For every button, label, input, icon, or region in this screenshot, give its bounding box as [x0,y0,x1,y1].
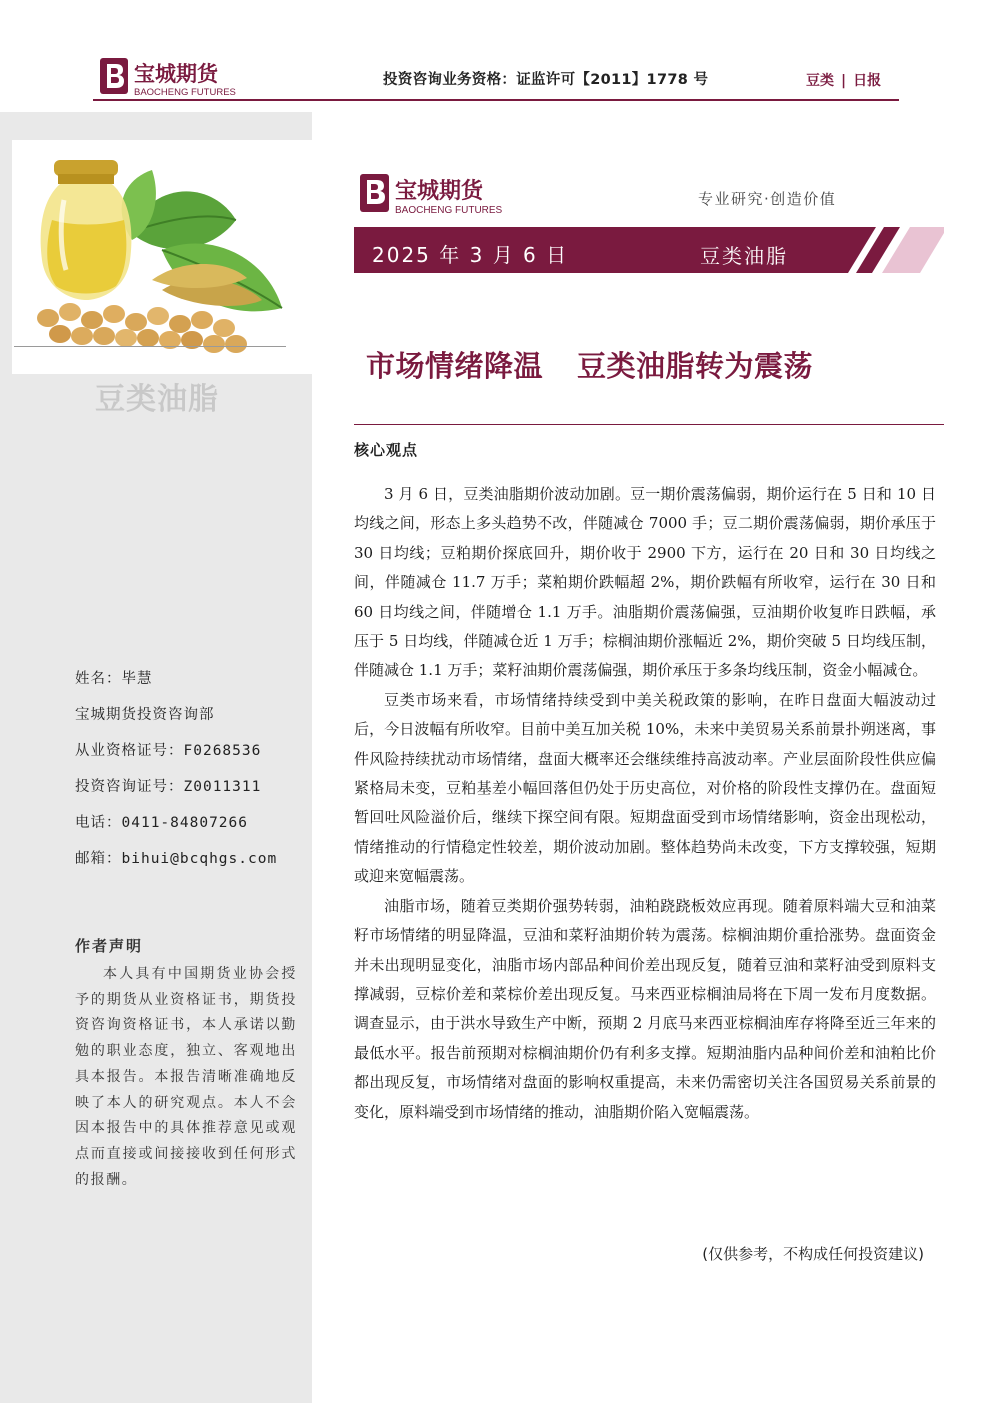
report-title [366,344,813,385]
svg-text:宝城期货: 宝城期货 [134,61,218,86]
core-view-heading: 核心观点 [354,441,419,459]
oil-jar-icon [41,160,132,300]
brand-mark-icon [100,58,128,94]
analyst-name: 姓名：毕慧 [75,671,153,687]
title-divider [354,424,944,425]
declaration-text: 本人具有中国期货业协会授予的期货从业资格证书，期货投资咨询资格证书，本人承诺以勤勉的职业态度，独立、客观地出具本报告。本报告清晰准确地反映了本人的研究观点。本人不会因本报告中的具体推荐意见或观点而直接或间接接收到任何形式的报酬。 [75,966,297,1188]
analyst-email: 邮箱：bihui@bcqhgs.com [75,851,278,867]
report-type-label: 日报 [853,73,882,89]
paragraph-market-summary: 3 月 6 日，豆类油脂期价波动加剧。豆一期价震荡偏弱，期价运行在 5 日和 10 日均线之间，形态上多头趋势不改，伴随减仓 7000 手；豆二期价震荡偏弱，期价承压于 30 日均线；豆粕期价探底回升，期价收于 2900 下方，运行在 20 日和 30 日均线之间，伴随减仓 11.7 万手；菜粕期价跌幅超 2%，期价跌幅有所收窄，运行在 30 日和 60 日均线之间，伴随增仓 1.1 万手。油脂期价震荡偏强，豆油期价收复昨日跌幅，承压于 5 日均线，伴随减仓近 1 万手；棕榈油期价涨幅近 2%，期价突破 5 日均线压制，伴随减仓 1.1 万手；菜籽油期价震荡偏强，期价承压于多条均线压制，资金小幅减仓。 [354,485,936,680]
practice-license-number: 从业资格证号：F0268536 [75,743,262,759]
sidebar-title: 豆类油脂 [95,382,219,417]
header-logo [98,55,258,99]
report-category: 豆类油脂 [700,244,788,268]
consulting-license-number: 投资咨询证号：Z0011311 [75,779,262,795]
analyst-phone: 电话：0411-84807266 [75,815,248,831]
report-logo [358,171,523,217]
paragraph-oil-market: 油脂市场，随着豆类期价强势转弱，油粕跷跷板效应再现。随着原料端大豆和油菜籽市场情绪的明显降温，豆油和菜籽油期价转为震荡。棕榈油期价重拾涨势。盘面资金并未出现明显变化，油脂市场内部品种间价差出现反复，随着豆油和菜籽油受到原料支撑减弱，豆棕价差和菜棕价差出现反复。马来西亚棕榈油局将在下周一发布月度数据。调查显示，由于洪水导致生产中断，预期 2 月底马来西亚棕榈油库存将降至近三年来的最低水平。报告前预期对棕榈油期价仍有利多支撑。短期油脂内品种间价差和油粕比价都出现反复，市场情绪对盘面的影响权重提高，未来仍需密切关注各国贸易关系前景的变化，原料端受到市场情绪的推动，油脂期价陷入宽幅震荡。 [354,896,936,1121]
brand-mark-icon [360,174,389,212]
report-date: 2025 年 3 月 6 日 [372,243,569,267]
soybean-oil-illustration [12,140,312,374]
report-body [354,480,936,1127]
report-title-part1: 市场情绪降温 [366,349,544,383]
analyst-department: 宝城期货投资咨询部 [75,707,215,723]
svg-text:BAOCHENG FUTURES: BAOCHENG FUTURES [134,87,236,98]
svg-text:宝城期货: 宝城期货 [395,178,484,204]
paragraph-soybean-market: 豆类市场来看，市场情绪持续受到中美关税政策的影响，在昨日盘面大幅波动过后，今日波幅有所收窄。目前中美互加关税 10%，未来中美贸易关系前景扑朔迷离，事件风险持续扰动市场情绪，盘面大概率还会继续维持高波动率。产业层面阶段性供应偏紧格局未变，豆粕基差小幅回落但仍处于历史高位，对价格的阶段性支撑仍在。盘面短暂回吐风险溢价后，继续下探空间有限。短期盘面受到市场情绪影响，资金出现松动，情绪推动的行情稳定性较差，期价波动加剧。整体趋势尚未改变，下方支撑较强，短期或迎来宽幅震荡。 [354,690,936,886]
slogan: 专业研究·创造价值 [698,190,837,208]
disclaimer: (仅供参考，不构成任何投资建议) [702,1245,924,1263]
declaration-title: 作者声明 [75,937,144,955]
investment-qualification: 投资咨询业务资格：证监许可【2011】1778 号 [383,72,709,88]
header-category [806,70,881,90]
svg-text:BAOCHENG FUTURES: BAOCHENG FUTURES [395,205,503,216]
header-divider [93,99,899,101]
category-separator: | [841,73,847,89]
report-title-part2: 豆类油脂转为震荡 [577,349,814,383]
category-label: 豆类 [806,73,834,89]
photo-divider [14,346,286,347]
